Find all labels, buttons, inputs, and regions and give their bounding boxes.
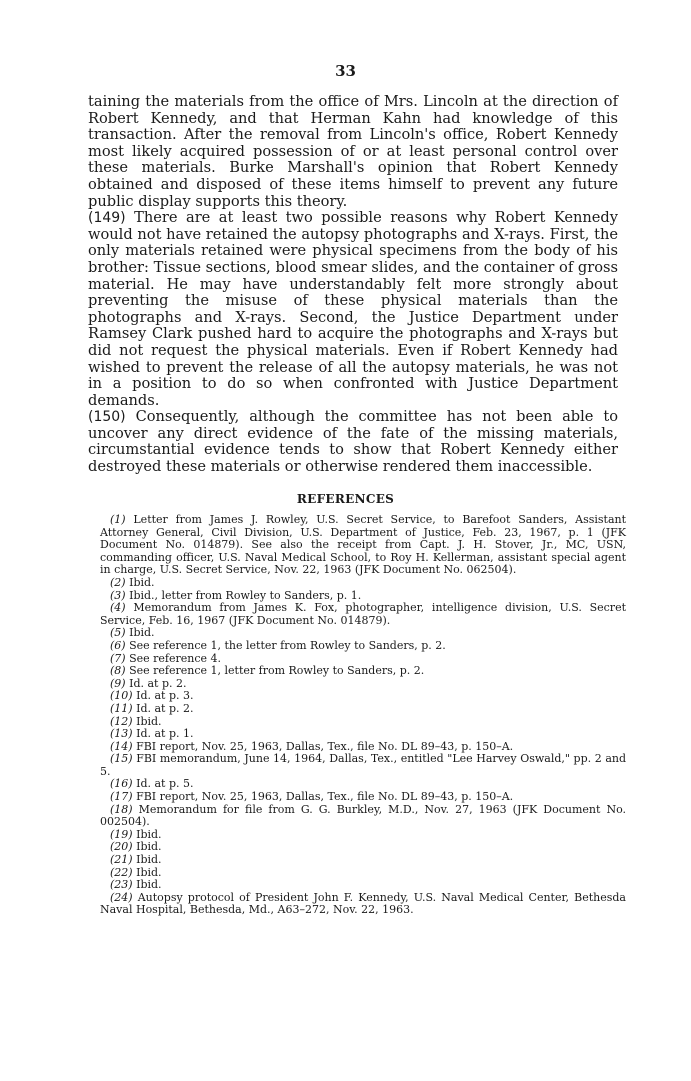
reference-text: Ibid. (129, 626, 155, 640)
reference-text: Ibid. (136, 878, 162, 892)
reference-number: (8) (110, 664, 126, 678)
reference-text: Ibid. (136, 853, 162, 867)
reference-number: (21) (110, 853, 133, 867)
reference-text: Ibid. (136, 714, 162, 728)
reference-text: Autopsy protocol of President John F. Kennedy, U.S. Naval Medical Center, Bethesda Naval Hospital, Bethesda, Md., A63–272, Nov. 22, 1963. (100, 890, 626, 917)
paragraph-text: Consequently, although the committee has not been able to uncover any direct evidence of the fate of the missing materials, circumstantial evidence tends to show that Robert Kennedy either destroyed these materials or otherwise rendered them inaccessible. (88, 408, 619, 476)
reference-item (100, 753, 626, 778)
reference-text: Ibid. (136, 827, 162, 841)
reference-number: (15) (110, 752, 133, 766)
reference-text: Ibid. (129, 575, 155, 589)
reference-text: Id. at p. 2. (129, 676, 187, 690)
reference-number: (6) (110, 638, 126, 652)
reference-number: (3) (110, 588, 126, 602)
reference-number: (20) (110, 840, 133, 854)
paragraph-text: There are at least two possible reasons why Robert Kennedy would not have retained the autopsy photographs and X-rays. First, the only materials retained were physical specimens from the body of his brother: Tissue sections, blood smear slides, and the container of gross material. He may have understandably felt more strongly about preventing the misuse of these physical materials than the photographs and X-rays. Second, the Justice Department under Ramsey Clark pushed hard to acquire the photographs and X-rays but did not request the physical materials. Even if Robert Kennedy had wished to prevent the release of all the autopsy materials, he was not in a position to do so when confronted with Justice Department demands. (88, 209, 618, 409)
reference-number: (19) (110, 827, 133, 841)
references-heading: REFERENCES (296, 492, 395, 506)
reference-number: (2) (110, 575, 126, 589)
reference-text: Id. at p. 1. (136, 727, 194, 741)
reference-number: (9) (110, 676, 126, 690)
reference-item (100, 854, 626, 867)
reference-number: (1) (110, 513, 126, 526)
reference-item (100, 841, 626, 854)
reference-number: (16) (110, 777, 133, 791)
reference-number: (10) (110, 689, 133, 703)
reference-text: Id. at p. 2. (136, 701, 194, 715)
reference-number: (4) (110, 601, 126, 615)
reference-text: See reference 1, the letter from Rowley to Sanders, p. 2. (129, 638, 446, 652)
body-text (88, 94, 618, 476)
page-number: 33 (335, 62, 356, 80)
paragraph (88, 210, 618, 409)
reference-number: (11) (110, 701, 133, 715)
reference-item (100, 703, 626, 716)
reference-text: Ibid., letter from Rowley to Sanders, p. 1. (129, 588, 362, 602)
reference-number: (13) (110, 727, 133, 741)
reference-number: (14) (110, 739, 133, 753)
paragraph-number: (150) (88, 409, 126, 426)
reference-text: FBI report, Nov. 25, 1963, Dallas, Tex., file No. DL 89–43, p. 150–A. (136, 790, 514, 804)
reference-item (100, 804, 626, 829)
reference-number: (12) (110, 714, 133, 728)
paragraph-number: (149) (88, 210, 126, 227)
reference-text: See reference 4. (129, 651, 222, 665)
reference-text: Id. at p. 3. (136, 689, 194, 703)
reference-text: Letter from James J. Rowley, U.S. Secret Service, to Barefoot Sanders, Assistant Attorney General, Civil Division, U.S. Department of Justice, Feb. 23, 1967, p. 1 (JFK Document No. 014879). See also the receipt from Capt. J. H. Stover, Jr., MC, USN, commanding officer, U.S. Naval Medical School, to Roy H. Kellerman, assistant special agent in charge, U.S. Secret Service, Nov. 22, 1963 (JFK Document No. 062504). (100, 513, 627, 577)
reference-item (100, 514, 626, 577)
reference-text: Memorandum for file from G. G. Burkley, M.D., Nov. 27, 1963 (JFK Document No. 002504). (100, 802, 627, 829)
reference-number: (24) (110, 890, 133, 904)
reference-item (100, 867, 626, 880)
reference-number: (7) (110, 651, 126, 665)
reference-item (100, 602, 626, 627)
reference-number: (18) (110, 802, 133, 816)
reference-number: (5) (110, 626, 126, 640)
paragraph-text: taining the materials from the office of Mrs. Lincoln at the direction of Robert Kennedy, and that Herman Kahn had knowledge of this transaction. After the removal from Lincoln's office, Robert Kennedy most likely acquired possession of or at least personal control over these materials. Burke Marshall's opinion that Robert Kennedy obtained and disposed of these items himself to prevent any future public display supports this theory. (88, 93, 618, 210)
reference-text: Id. at p. 5. (136, 777, 194, 791)
reference-number: (17) (110, 790, 133, 804)
reference-number: (22) (110, 865, 133, 879)
reference-item (100, 829, 626, 842)
reference-text: Memorandum from James K. Fox, photographer, intelligence division, U.S. Secret Service, Feb. 16, 1967 (JFK Document No. 014879). (100, 601, 626, 627)
reference-number: (23) (110, 878, 133, 892)
paragraph (88, 409, 618, 475)
reference-text: Ibid. (136, 865, 162, 879)
reference-text: See reference 1, letter from Rowley to Sanders, p. 2. (129, 664, 425, 678)
reference-text: Ibid. (136, 840, 162, 854)
reference-text: FBI report, Nov. 25, 1963, Dallas, Tex., file No. DL 89–43, p. 150–A. (136, 739, 514, 753)
reference-item (100, 892, 626, 917)
paragraph (88, 94, 618, 210)
reference-text: FBI memorandum, June 14, 1964, Dallas, Tex., entitled "Lee Harvey Oswald," pp. 2 and 5. (100, 752, 627, 778)
references-list (100, 514, 626, 917)
